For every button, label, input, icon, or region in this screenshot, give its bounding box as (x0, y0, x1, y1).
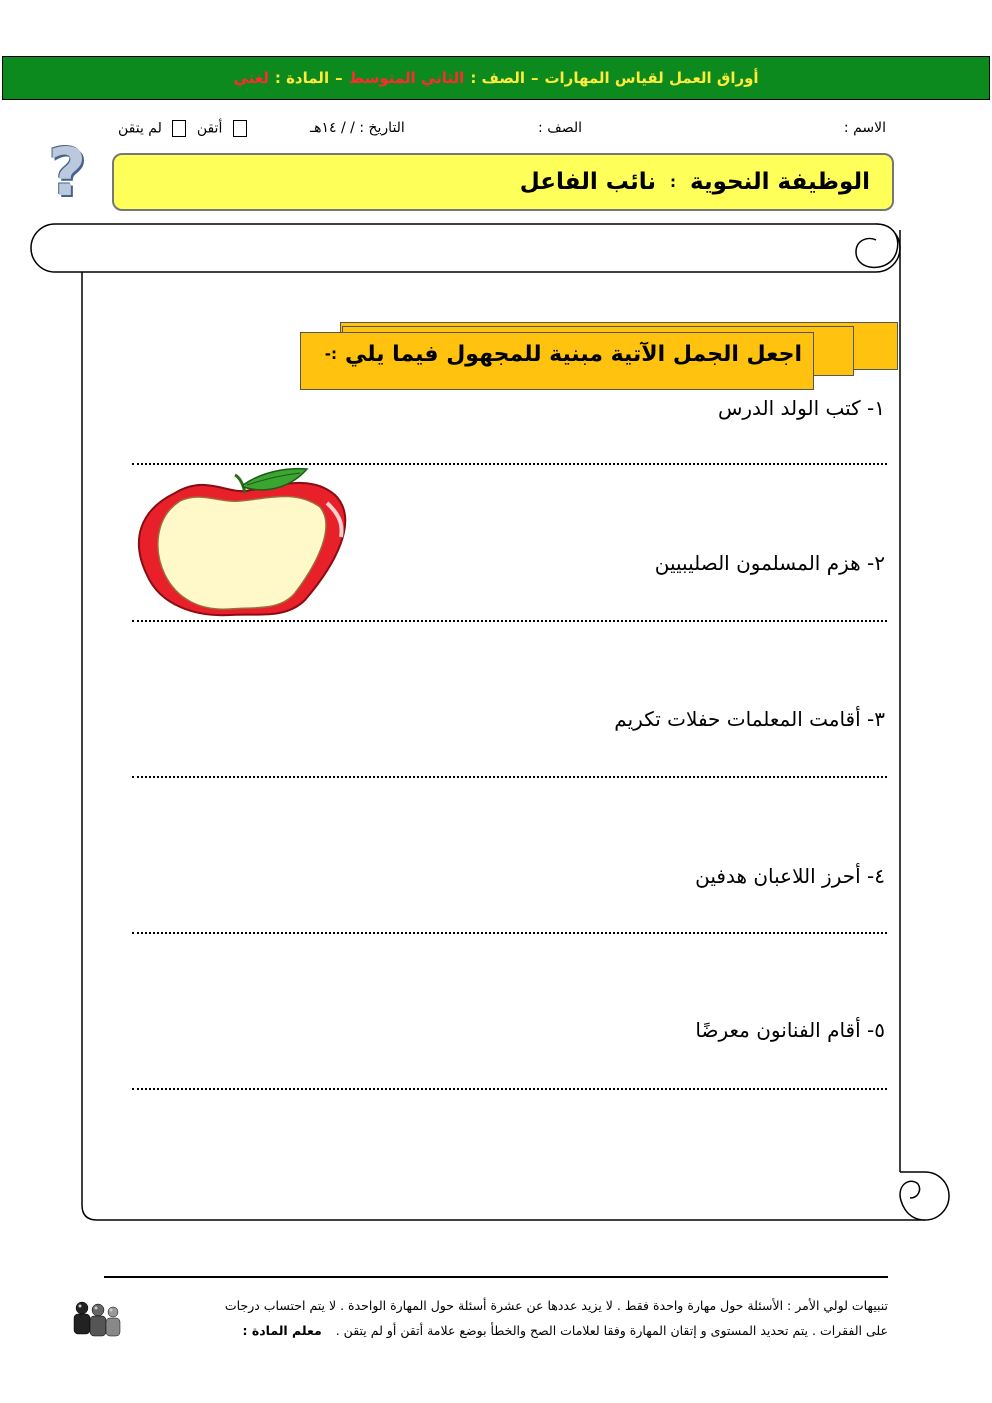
question-5: ٥- أقام الفنانون معرضًا (695, 1018, 885, 1042)
footer-divider (104, 1276, 888, 1278)
instruction-text: اجعل الجمل الآتية مبنية للمجهول فيما يلي (344, 341, 802, 367)
question-mark-icon: ? (48, 134, 87, 211)
class-field[interactable]: الصف : (538, 120, 582, 136)
skill-label: الوظيفة النحوية (690, 169, 870, 195)
header-dash: – (530, 69, 539, 87)
answer-line-3[interactable] (132, 776, 887, 778)
skill-value: نائب الفاعل (519, 169, 656, 195)
header-grade-value: الثاني المتوسط (348, 69, 465, 87)
header-subject-label: المادة : (274, 69, 330, 87)
header-dash-2: – (335, 69, 343, 87)
question-3: ٣- أقامت المعلمات حفلات تكريم (614, 707, 885, 731)
question-4: ٤- أحرز اللاعبان هدفين (695, 864, 885, 888)
name-field[interactable]: الاسم : (843, 120, 886, 136)
footer-note-line2-wrap (243, 1323, 889, 1338)
mastered-label: أتقن (196, 120, 223, 137)
skill-separator: : (670, 173, 676, 191)
footer-note-line1: تنبيهات لولي الأمر : الأسئلة حول مهارة واحدة فقط . لا يزيد عددها عن عشرة أسئلة حول المهارة الواحدة . لا يتم احتساب درجات (224, 1298, 888, 1313)
header-grade-label: الصف : (470, 69, 525, 87)
people-icon (68, 1298, 124, 1342)
teacher-label: معلم المادة : (242, 1323, 322, 1338)
instruction-banner (300, 326, 810, 382)
date-field[interactable]: التاريخ : / / ١٤هـ (310, 120, 405, 136)
question-1: ١- كتب الولد الدرس (717, 396, 885, 420)
footer-note-line2: على الفقرات . يتم تحديد المستوى و إتقان المهارة وفقا لعلامات الصح والخطأ بوضع علامة أتقن أو لم يتقن . (335, 1323, 888, 1338)
answer-line-4[interactable] (132, 932, 887, 934)
answer-line-1[interactable] (132, 463, 887, 465)
apple-icon (135, 465, 355, 620)
answer-line-5[interactable] (132, 1088, 887, 1090)
header-title: أوراق العمل لقياس المهارات (544, 69, 759, 87)
question-2: ٢- هزم المسلمون الصليبيين (654, 551, 885, 575)
instruction-suffix: :- (324, 345, 337, 363)
not-mastered-label: لم يتقن (118, 120, 162, 137)
answer-line-2[interactable] (132, 620, 887, 622)
header-subject-value: لغتي (233, 69, 269, 87)
